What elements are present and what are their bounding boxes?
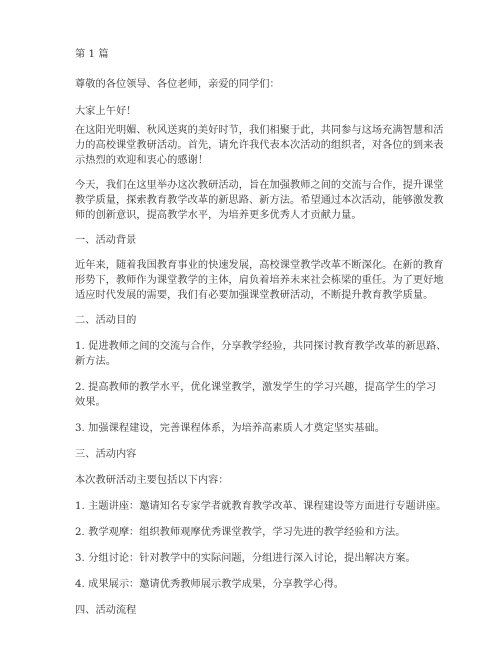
purpose-item-3: 3. 加强课程建设，完善课程体系，为培养高素质人才奠定坚实基础。	[75, 423, 385, 434]
purpose-item-1-line-2: 新方法。	[75, 356, 116, 367]
background-line-1: 近年来，随着我国教育事业的快速发展，高校课堂教学改革不断深化。在新的教育	[75, 260, 444, 271]
intro-line-1: 在这阳光明媚、秋风送爽的美好时节，我们相聚于此，共同参与这场充满智慧和活	[75, 125, 444, 136]
intro-line-2: 力的高校课堂教研活动。首先，请允许我代表本次活动的组织者，对各位的到来表	[75, 140, 444, 151]
content-lead: 本次教研活动主要包括以下内容：	[75, 475, 229, 486]
content-item-3: 3. 分组讨论：针对教学中的实际问题，分组进行深入讨论，提出解决方案。	[75, 553, 416, 564]
background-line-3: 适应时代发展的需要，我们有必要加强课堂教研活动，不断提升教育教学质量。	[75, 290, 434, 301]
content-item-1: 1. 主题讲座：邀请知名专家学者就教育教学改革、课程建设等方面进行专题讲座。	[75, 501, 447, 512]
content-item-4: 4. 成果展示：邀请优秀教师展示教学成果，分享教学心得。	[75, 579, 345, 590]
purpose-line-2: 教学质量，探索教育教学改革的新思路、新方法。希望通过本次活动，能够激发教	[75, 195, 444, 206]
salutation: 尊敬的各位领导、各位老师，亲爱的同学们：	[75, 79, 280, 90]
purpose-item-1-line-1: 1. 促进教师之间的交流与合作，分享教学经验，共同探讨教育教学改革的新思路、	[75, 341, 447, 352]
purpose-line-3: 师的创新意识，提高教学水平，为培养更多优秀人才贡献力量。	[75, 210, 362, 221]
purpose-line-1: 今天，我们在这里举办这次教研活动，旨在加强教师之间的交流与合作，提升课堂	[75, 180, 444, 191]
greeting: 大家上午好！	[75, 106, 137, 117]
intro-line-3: 示热烈的欢迎和衷心的感谢！	[75, 155, 209, 166]
content-item-2: 2. 教学观摩：组织教师观摩优秀课堂教学，学习先进的教学经验和方法。	[75, 527, 406, 538]
page-label: 第 1 篇	[75, 49, 109, 60]
section-heading-process: 四、活动流程	[75, 605, 137, 616]
background-line-2: 形势下，教师作为课堂教学的主体，肩负着培养未来社会栋梁的重任。为了更好地	[75, 275, 444, 286]
section-heading-purpose: 二、活动目的	[75, 315, 137, 326]
section-heading-background: 一、活动背景	[75, 235, 137, 246]
purpose-item-2-line-1: 2. 提高教师的教学水平，优化课堂教学，激发学生的学习兴趣，提高学生的学习	[75, 382, 437, 393]
section-heading-content: 三、活动内容	[75, 449, 137, 460]
purpose-item-2-line-2: 效果。	[75, 397, 106, 408]
